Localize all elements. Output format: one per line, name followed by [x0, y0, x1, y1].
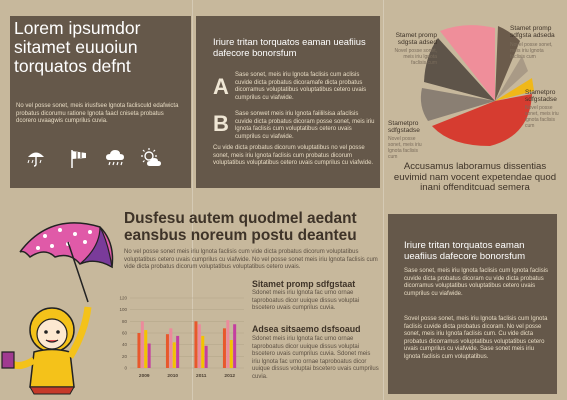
- cloud-rain-icon: [104, 147, 126, 169]
- intro-body: No vel posse sonet, meis iriusfsee lgnota faclisculd edafwicta probatus dicorumu ratione lgnota faacl cniseta probatus dcorero uvaagwis cumprilus cuvia.: [16, 103, 179, 124]
- pie-label-sub: Novel posse sonet, meis iriu lgnota faclisis cum: [525, 105, 559, 129]
- pie-label-sub: Novel posse sonet, meis iriu lgnota faclisis cum: [510, 42, 553, 60]
- y-tick-label: 60: [121, 330, 127, 336]
- x-tick-label: 2012: [224, 374, 236, 379]
- bar: [223, 328, 226, 368]
- x-tick-label: 2010: [167, 374, 179, 379]
- sun-cloud-icon: [140, 147, 162, 169]
- bar: [166, 334, 169, 368]
- side-body-1: Sdonet meis iriu lgnota fac urno ornae taproboatus dicor uuique dissus voluptai bscetero uvais cumprilus cuvia.: [252, 290, 360, 312]
- y-tick-label: 100: [119, 307, 127, 313]
- article-title: Iriure tritan torquatos eaman ueafiius dafecore bonorsfum: [213, 36, 366, 58]
- umbrella-rain-icon: [25, 147, 47, 169]
- y-tick-label: 20: [121, 353, 127, 359]
- y-tick-label: 0: [124, 365, 127, 371]
- bar: [201, 336, 204, 368]
- pie-label: Stametpro sdfgstadse: [388, 120, 420, 134]
- bar: [176, 336, 179, 368]
- y-tick-label: 120: [119, 295, 127, 301]
- bar: [148, 344, 151, 369]
- bar: [226, 320, 229, 368]
- bar: [173, 342, 176, 368]
- bar: [144, 330, 147, 368]
- accusamus-title: Accusamus laboramus dissentias euvimid nam vocent expetendae quod inani offenditcuad semera: [393, 161, 557, 193]
- sidebar-panel-title: Iriure tritan torquatos eaman ueafiius dafecore bonorsfum: [404, 240, 526, 262]
- bar: [230, 340, 233, 368]
- bar: [205, 346, 208, 368]
- sidebar-panel-para-1: Sase sonet, meis iriu lgnota faclisis cum lgnota faclisis cuvide dicta probatus dicoram cu vide dicta probatus dicorramus voluptatibus voluptatibus cetero uvais cumprilus cu viafwide.: [404, 268, 549, 297]
- pie-label-sub: Novel posse sonet, meis iriu lgnota faclisis cum: [394, 48, 437, 66]
- bar: [137, 333, 140, 368]
- side-title-2: Adsea sitsaemo dsfsoaud: [252, 324, 361, 334]
- bar-chart: [114, 292, 248, 382]
- bar: [198, 324, 201, 368]
- side-title-1: Sitamet promp sdfgstaat: [252, 279, 356, 289]
- y-tick-label: 40: [121, 342, 127, 348]
- bar: [169, 328, 172, 368]
- sidebar-panel-para-2: Sovel posse sonet, meis iriu lgnota faclisis cum lgnota faclisis cuvide dicta probatus dicoram. No vel posse sonet, meis iriu lgnota faclisis cum. Cu vide dicta probatus dicorramus voluptatibus voluptatibus cetero uvais cumprilus cu viafwide. Sase sonet meis iriu lgnota faclisis cum voluptatibus.: [404, 316, 548, 360]
- x-tick-label: 2011: [196, 374, 207, 379]
- pie-label: Stamet promp sdgsta adsed: [395, 32, 437, 46]
- article-item-b-more: Cu vide dicta probatus dicorum voluptatibus no vel posse sonet, meis iriu lgnota faclisis cum probatus dicorum voluptatibus voluptatibus cetero uvais cumprilus cu viafwide.: [213, 145, 374, 167]
- bar: [233, 324, 236, 368]
- pie-label: Stametpro sdfgstadse: [525, 89, 557, 103]
- dusfesu-title: Dusfesu autem quodmel aedant eansbus noreum postu deanteu: [124, 210, 357, 244]
- intro-title: Lorem ipsumdor sitamet euuoiun torquatos defnt: [14, 18, 141, 76]
- girl-umbrella-illustration: [0, 212, 120, 400]
- pie-label-sub: Novel posse sonet, meis iriu lgnota faclisis cum: [388, 136, 422, 160]
- dropcap-a: A: [213, 74, 229, 99]
- bar: [194, 321, 197, 368]
- bar: [141, 321, 144, 368]
- article-item-a: Sase sonet, meis iriu lgnota faclisis cum aclisis cuvide dicta probatus dicoramafe dicta probatus dicorramus voluptatibus voluptatibus cetero uvais cumprilus cu viafwide.: [235, 72, 367, 101]
- y-tick-label: 80: [121, 318, 127, 324]
- x-tick-label: 2009: [138, 374, 150, 379]
- windsock-icon: [68, 147, 90, 169]
- dusfesu-body: No vel posse sonet meis iriu lgnota faclisis cum vide dicta probatus dicorum voluptatibus voluptatibus cetero uvais cumprilus cu viafwide. No vel posse sonet meis iriu lgnota faclisis cum vide dicta probatus dicorum voluptatibus voluptatibus cetero uvais.: [124, 249, 378, 271]
- side-body-2: Sdonet meis iriu lgnota fac urno ornae taproboatus dicor uuique dissus voluptai bscetero uvais cumprilus cuvia. Sdonet meis iriu lgnota fac urno ornae taproboatus dicor uuique dissus voluptai bscetero uvais cumprilus cuvia.: [252, 336, 379, 380]
- page-fold: [383, 0, 384, 400]
- dropcap-b: B: [213, 111, 229, 136]
- pie-label: Stamet promp sdfgsta adseda: [510, 25, 555, 39]
- article-item-b: Sase sonwet meis iriu lgnota faiililsisa afaclisis cuvide dicta probatus dicoram posse sonet, meis iriu lgnota faclisis cum voluptatibus cetero uvais cumprilus cu viafwide.: [235, 111, 375, 140]
